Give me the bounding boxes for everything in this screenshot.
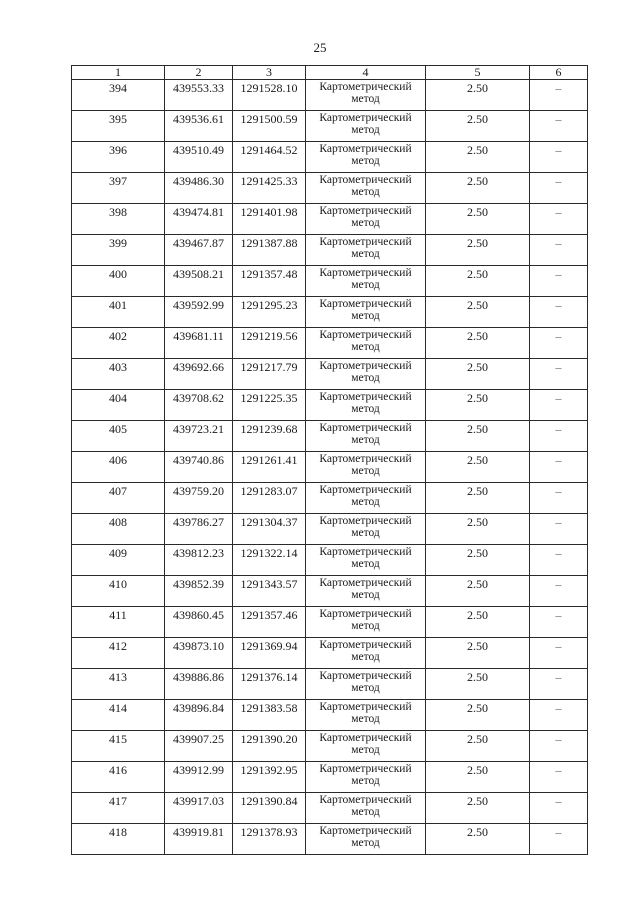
cell-method: Картометрический метод: [306, 731, 426, 762]
cell-point-number: 398: [72, 204, 165, 235]
cell-point-number: 412: [72, 638, 165, 669]
cell-point-number: 417: [72, 793, 165, 824]
cell-note: –: [530, 700, 588, 731]
cell-method: Картометрический метод: [306, 483, 426, 514]
cell-coord-y: 1291383.58: [233, 700, 306, 731]
page-number: 25: [313, 40, 327, 55]
cell-coord-x: 439592.99: [165, 297, 233, 328]
table-row: [72, 793, 588, 824]
cell-point-number: 414: [72, 700, 165, 731]
cell-accuracy: 2.50: [426, 111, 530, 142]
cell-accuracy: 2.50: [426, 297, 530, 328]
cell-coord-x: 439852.39: [165, 576, 233, 607]
cell-coord-y: 1291225.35: [233, 390, 306, 421]
cell-note: –: [530, 545, 588, 576]
cell-accuracy: 2.50: [426, 142, 530, 173]
cell-point-number: 402: [72, 328, 165, 359]
cell-accuracy: 2.50: [426, 421, 530, 452]
cell-method: Картометрический метод: [306, 173, 426, 204]
cell-coord-x: 439536.61: [165, 111, 233, 142]
table-row: [72, 328, 588, 359]
cell-accuracy: 2.50: [426, 824, 530, 855]
cell-point-number: 396: [72, 142, 165, 173]
cell-note: –: [530, 142, 588, 173]
cell-point-number: 395: [72, 111, 165, 142]
cell-note: –: [530, 266, 588, 297]
table-row: [72, 266, 588, 297]
cell-coord-x: 439860.45: [165, 607, 233, 638]
cell-note: –: [530, 793, 588, 824]
cell-coord-x: 439886.86: [165, 669, 233, 700]
coordinates-table: [71, 65, 588, 855]
cell-coord-x: 439474.81: [165, 204, 233, 235]
cell-method: Картометрический метод: [306, 142, 426, 173]
cell-coord-x: 439681.11: [165, 328, 233, 359]
cell-coord-x: 439873.10: [165, 638, 233, 669]
cell-coord-x: 439907.25: [165, 731, 233, 762]
cell-point-number: 408: [72, 514, 165, 545]
cell-coord-x: 439486.30: [165, 173, 233, 204]
header-col-1: 1: [72, 66, 165, 80]
table-row: [72, 452, 588, 483]
cell-coord-y: 1291261.41: [233, 452, 306, 483]
cell-point-number: 410: [72, 576, 165, 607]
cell-coord-y: 1291295.23: [233, 297, 306, 328]
cell-accuracy: 2.50: [426, 390, 530, 421]
cell-point-number: 409: [72, 545, 165, 576]
table-row: [72, 483, 588, 514]
cell-coord-y: 1291343.57: [233, 576, 306, 607]
cell-note: –: [530, 824, 588, 855]
cell-note: –: [530, 359, 588, 390]
cell-note: –: [530, 235, 588, 266]
cell-method: Картометрический метод: [306, 452, 426, 483]
cell-note: –: [530, 514, 588, 545]
cell-method: Картометрический метод: [306, 545, 426, 576]
cell-accuracy: 2.50: [426, 204, 530, 235]
cell-accuracy: 2.50: [426, 762, 530, 793]
cell-note: –: [530, 731, 588, 762]
cell-point-number: 400: [72, 266, 165, 297]
cell-coord-y: 1291357.48: [233, 266, 306, 297]
cell-note: –: [530, 576, 588, 607]
cell-coord-x: 439759.20: [165, 483, 233, 514]
cell-method: Картометрический метод: [306, 266, 426, 297]
table-row: [72, 731, 588, 762]
cell-method: Картометрический метод: [306, 328, 426, 359]
cell-method: Картометрический метод: [306, 607, 426, 638]
cell-note: –: [530, 80, 588, 111]
cell-method: Картометрический метод: [306, 421, 426, 452]
table-row: [72, 669, 588, 700]
cell-coord-y: 1291376.14: [233, 669, 306, 700]
cell-note: –: [530, 204, 588, 235]
cell-coord-x: 439786.27: [165, 514, 233, 545]
cell-coord-y: 1291464.52: [233, 142, 306, 173]
cell-coord-y: 1291283.07: [233, 483, 306, 514]
cell-accuracy: 2.50: [426, 328, 530, 359]
header-col-6: 6: [530, 66, 588, 80]
cell-coord-y: 1291425.33: [233, 173, 306, 204]
cell-coord-x: 439896.84: [165, 700, 233, 731]
cell-method: Картометрический метод: [306, 235, 426, 266]
cell-point-number: 405: [72, 421, 165, 452]
cell-coord-y: 1291217.79: [233, 359, 306, 390]
cell-accuracy: 2.50: [426, 235, 530, 266]
cell-accuracy: 2.50: [426, 266, 530, 297]
cell-accuracy: 2.50: [426, 514, 530, 545]
cell-coord-y: 1291239.68: [233, 421, 306, 452]
header-row: [72, 66, 588, 80]
table-row: [72, 638, 588, 669]
cell-accuracy: 2.50: [426, 483, 530, 514]
table-row: [72, 390, 588, 421]
cell-note: –: [530, 297, 588, 328]
cell-method: Картометрический метод: [306, 638, 426, 669]
cell-accuracy: 2.50: [426, 452, 530, 483]
cell-point-number: 416: [72, 762, 165, 793]
cell-coord-x: 439812.23: [165, 545, 233, 576]
cell-note: –: [530, 483, 588, 514]
cell-accuracy: 2.50: [426, 669, 530, 700]
cell-point-number: 413: [72, 669, 165, 700]
cell-coord-x: 439723.21: [165, 421, 233, 452]
table-row: [72, 111, 588, 142]
header-col-3: 3: [233, 66, 306, 80]
cell-method: Картометрический метод: [306, 762, 426, 793]
cell-point-number: 406: [72, 452, 165, 483]
table-row: [72, 235, 588, 266]
table-row: [72, 824, 588, 855]
cell-method: Картометрический метод: [306, 700, 426, 731]
table-row: [72, 576, 588, 607]
cell-accuracy: 2.50: [426, 576, 530, 607]
cell-accuracy: 2.50: [426, 359, 530, 390]
table-row: [72, 359, 588, 390]
cell-coord-y: 1291387.88: [233, 235, 306, 266]
table-row: [72, 173, 588, 204]
cell-point-number: 411: [72, 607, 165, 638]
table-row: [72, 80, 588, 111]
cell-coord-y: 1291378.93: [233, 824, 306, 855]
cell-coord-x: 439740.86: [165, 452, 233, 483]
cell-coord-y: 1291528.10: [233, 80, 306, 111]
cell-method: Картометрический метод: [306, 824, 426, 855]
cell-note: –: [530, 390, 588, 421]
cell-coord-x: 439912.99: [165, 762, 233, 793]
cell-coord-y: 1291401.98: [233, 204, 306, 235]
header-col-5: 5: [426, 66, 530, 80]
cell-point-number: 415: [72, 731, 165, 762]
cell-point-number: 407: [72, 483, 165, 514]
cell-point-number: 397: [72, 173, 165, 204]
cell-coord-x: 439692.66: [165, 359, 233, 390]
cell-point-number: 399: [72, 235, 165, 266]
cell-method: Картометрический метод: [306, 793, 426, 824]
cell-method: Картометрический метод: [306, 669, 426, 700]
cell-note: –: [530, 638, 588, 669]
cell-coord-x: 439510.49: [165, 142, 233, 173]
header-col-2: 2: [165, 66, 233, 80]
cell-coord-y: 1291322.14: [233, 545, 306, 576]
cell-note: –: [530, 452, 588, 483]
cell-coord-x: 439553.33: [165, 80, 233, 111]
cell-coord-y: 1291500.59: [233, 111, 306, 142]
table-row: [72, 421, 588, 452]
cell-coord-x: 439917.03: [165, 793, 233, 824]
table-row: [72, 700, 588, 731]
cell-method: Картометрический метод: [306, 111, 426, 142]
cell-accuracy: 2.50: [426, 638, 530, 669]
cell-method: Картометрический метод: [306, 297, 426, 328]
cell-method: Картометрический метод: [306, 80, 426, 111]
table-row: [72, 142, 588, 173]
cell-accuracy: 2.50: [426, 700, 530, 731]
table-row: [72, 545, 588, 576]
table-header: [72, 66, 588, 80]
cell-method: Картометрический метод: [306, 204, 426, 235]
cell-method: Картометрический метод: [306, 390, 426, 421]
cell-coord-x: 439919.81: [165, 824, 233, 855]
cell-accuracy: 2.50: [426, 80, 530, 111]
cell-coord-y: 1291390.84: [233, 793, 306, 824]
table-row: [72, 514, 588, 545]
cell-coord-y: 1291304.37: [233, 514, 306, 545]
cell-coord-y: 1291392.95: [233, 762, 306, 793]
table-row: [72, 762, 588, 793]
table-row: [72, 204, 588, 235]
cell-note: –: [530, 173, 588, 204]
cell-coord-y: 1291357.46: [233, 607, 306, 638]
cell-note: –: [530, 669, 588, 700]
cell-accuracy: 2.50: [426, 607, 530, 638]
cell-coord-x: 439708.62: [165, 390, 233, 421]
cell-accuracy: 2.50: [426, 793, 530, 824]
table-row: [72, 297, 588, 328]
cell-point-number: 404: [72, 390, 165, 421]
cell-point-number: 418: [72, 824, 165, 855]
cell-coord-y: 1291390.20: [233, 731, 306, 762]
cell-note: –: [530, 421, 588, 452]
cell-coord-y: 1291369.94: [233, 638, 306, 669]
cell-accuracy: 2.50: [426, 545, 530, 576]
cell-point-number: 401: [72, 297, 165, 328]
header-col-4: 4: [306, 66, 426, 80]
cell-note: –: [530, 607, 588, 638]
cell-accuracy: 2.50: [426, 173, 530, 204]
cell-point-number: 403: [72, 359, 165, 390]
table-body: [72, 80, 588, 855]
cell-coord-y: 1291219.56: [233, 328, 306, 359]
cell-method: Картометрический метод: [306, 514, 426, 545]
cell-coord-x: 439467.87: [165, 235, 233, 266]
cell-point-number: 394: [72, 80, 165, 111]
cell-note: –: [530, 111, 588, 142]
cell-note: –: [530, 328, 588, 359]
cell-method: Картометрический метод: [306, 359, 426, 390]
table-row: [72, 607, 588, 638]
cell-coord-x: 439508.21: [165, 266, 233, 297]
cell-note: –: [530, 762, 588, 793]
cell-method: Картометрический метод: [306, 576, 426, 607]
cell-accuracy: 2.50: [426, 731, 530, 762]
